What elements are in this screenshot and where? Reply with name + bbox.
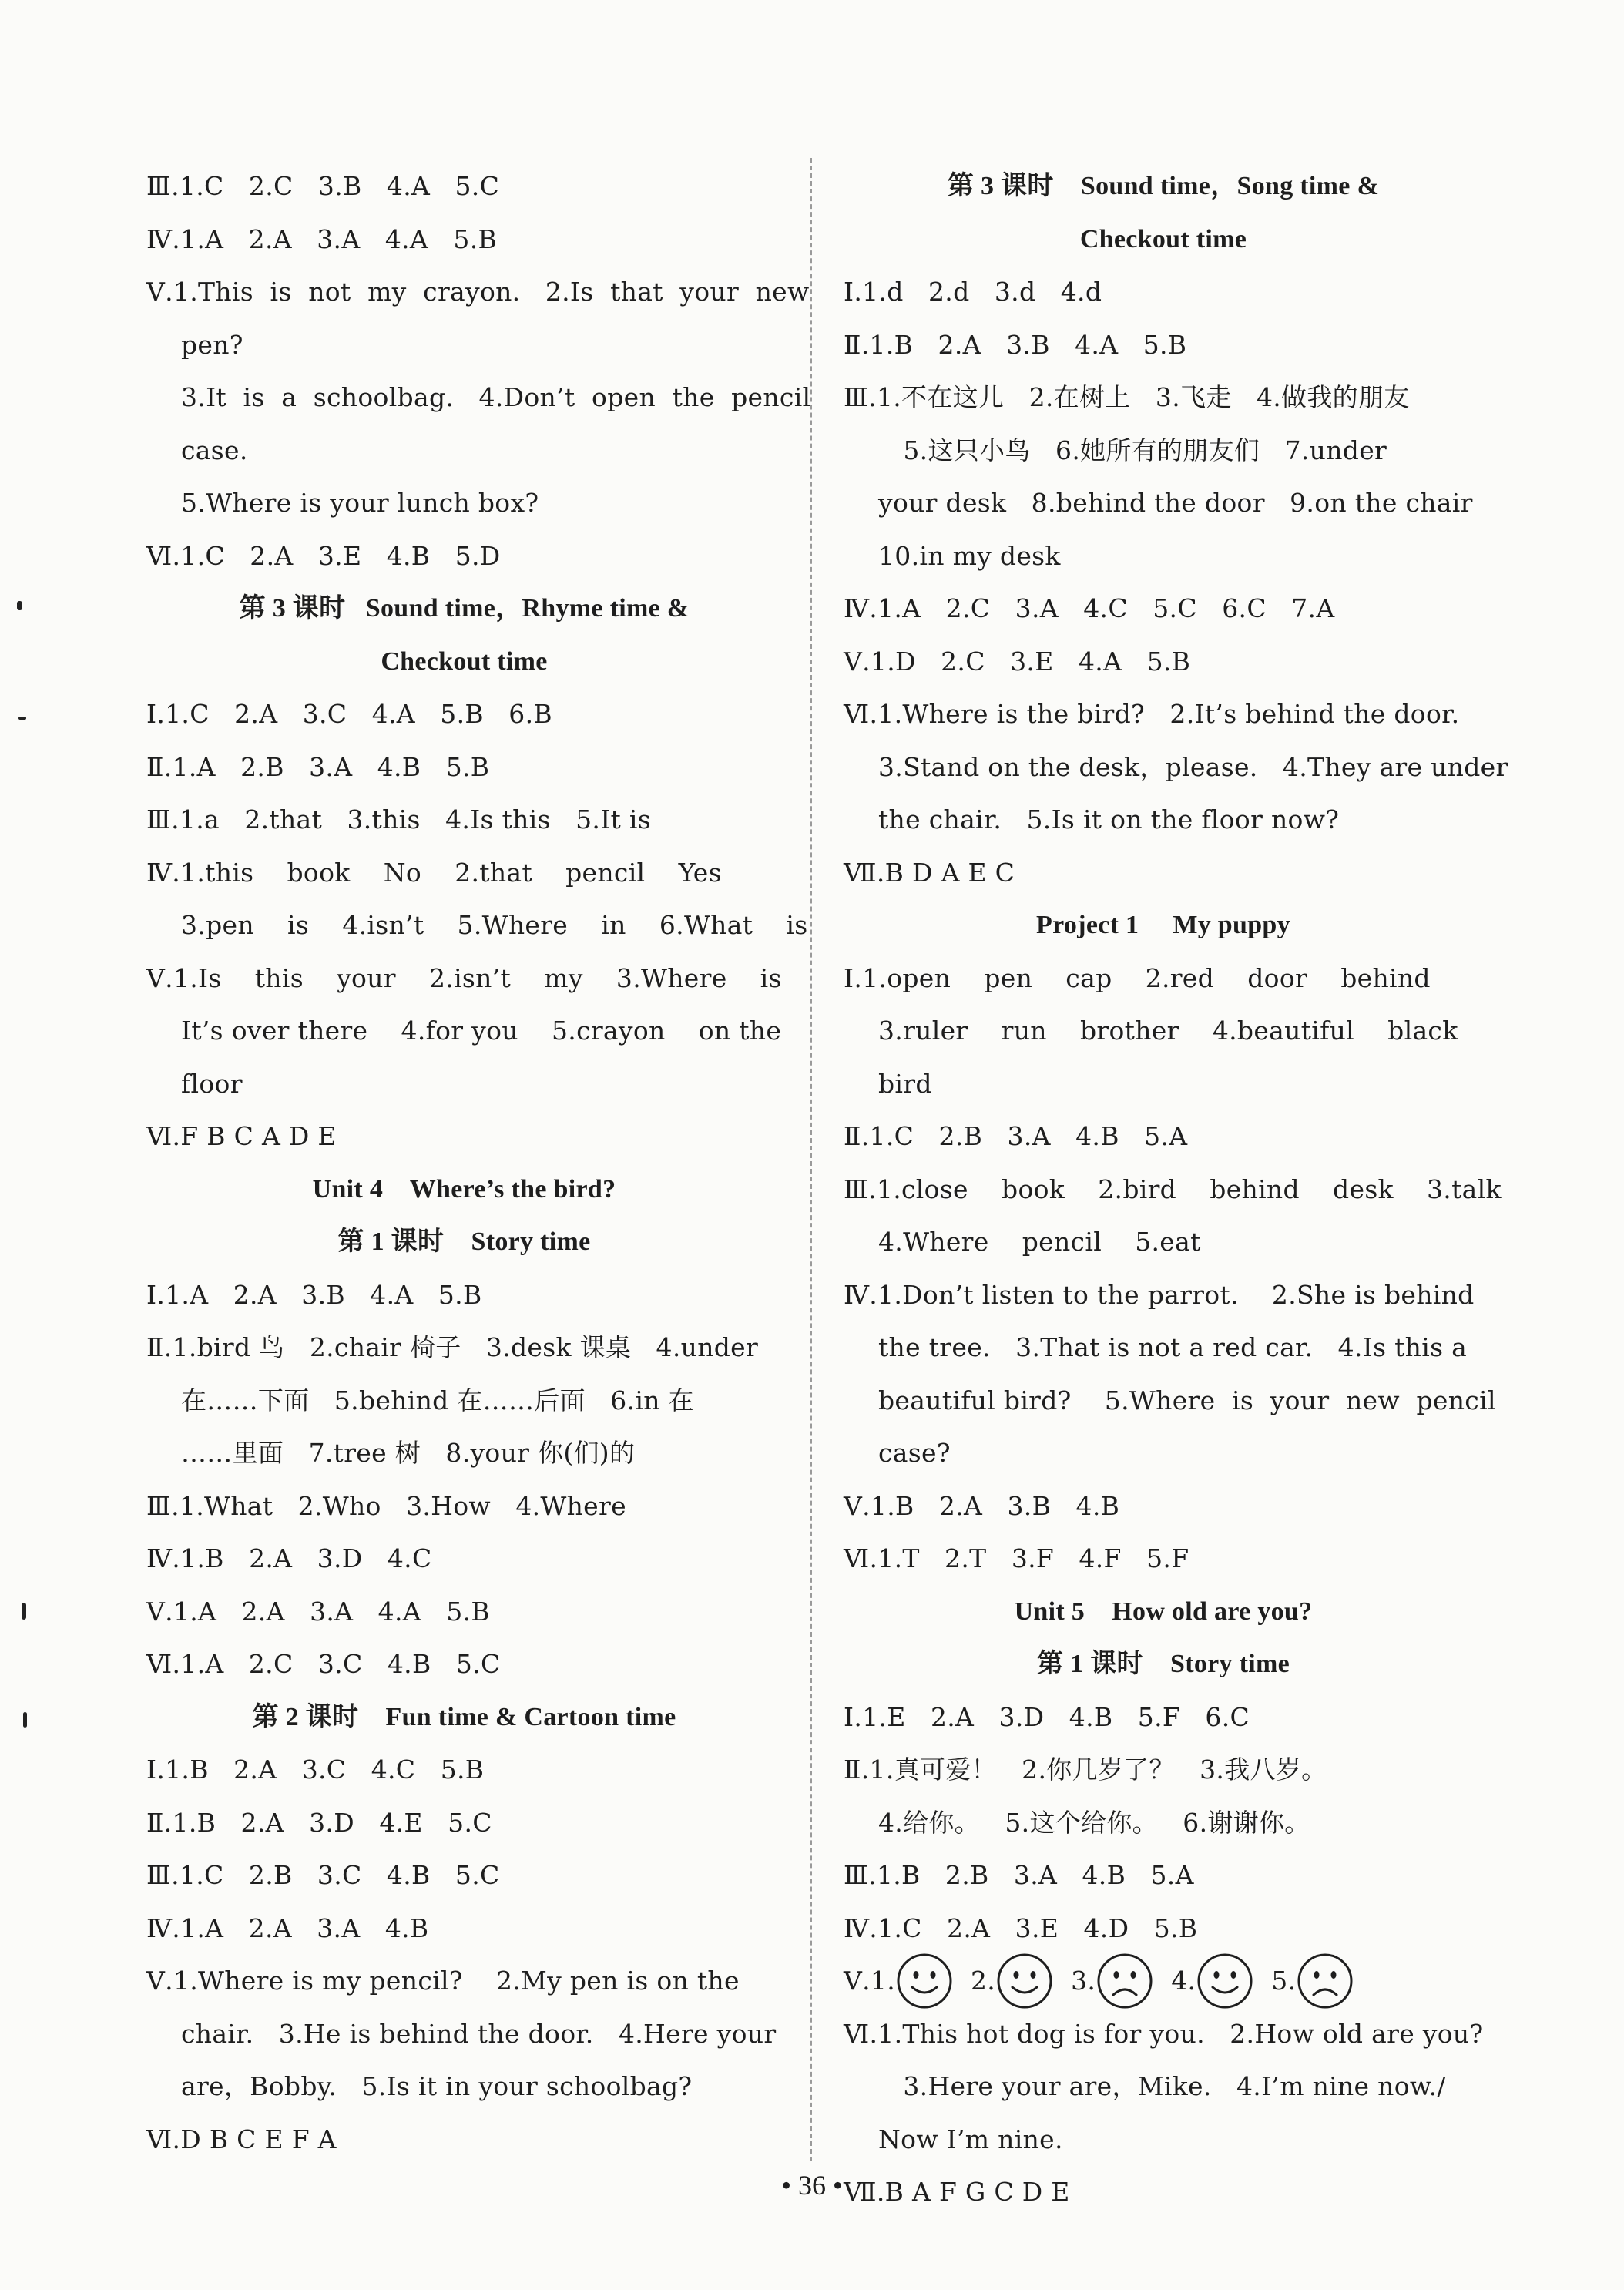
section-heading: Project 1 My puppy (1036, 911, 1290, 939)
answer-number: 3. (1071, 1966, 1096, 1996)
section-heading: Checkout time (381, 646, 548, 676)
answer-line: Ⅱ.1.B 2.A 3.B 4.A 5.B (844, 329, 1187, 360)
answer-line: 3.pen is 4.isn’t 5.Where in 6.What is (181, 910, 808, 940)
right-column (844, 160, 1508, 2219)
answer-line: 在……下面 5.behind 在……后面 6.in 在 (181, 1385, 694, 1415)
answer-line: Ⅱ.1.A 2.B 3.A 4.B 5.B (146, 751, 490, 782)
answer-line: Ⅲ.1.不在这儿 2.在树上 3.飞走 4.做我的朋友 (844, 382, 1410, 412)
answer-line: 5.这只小鸟 6.她所有的朋友们 7.under (878, 435, 1387, 465)
answer-line: Ⅳ.1.A 2.A 3.A 4.B (146, 1912, 429, 1943)
section-heading: 第 3 课时 Sound time，Rhyme time & (239, 594, 690, 623)
face-answer (1171, 1952, 1254, 2010)
answer-line: 10.in my desk (878, 540, 1061, 571)
section-heading: 第 2 课时 Fun time & Cartoon time (252, 1702, 676, 1731)
answer-line: bird (878, 1068, 932, 1099)
face-answer (1271, 1952, 1354, 2010)
answer-number: 1. (870, 1966, 896, 1996)
answer-line: Ⅳ.1.Don’t listen to the parrot. 2.She is behind (844, 1279, 1475, 1310)
face-answer (1071, 1952, 1154, 2010)
answer-line: Now I’m nine. (878, 2124, 1063, 2154)
answer-line: are，Bobby. 5.Is it in your schoolbag? (181, 2071, 693, 2101)
section-label: Ⅴ. (844, 1966, 871, 1996)
left-column (146, 160, 811, 2166)
answer-line: Ⅴ.1.Where is my pencil? 2.My pen is on the (146, 1966, 740, 1996)
answer-line: Ⅳ.1.A 2.C 3.A 4.C 5.C 6.C 7.A (844, 593, 1335, 623)
face-answer (971, 1952, 1054, 2010)
smiley-face-icon (1196, 1952, 1254, 2010)
answer-line: Ⅵ.1.T 2.T 3.F 4.F 5.F (844, 1543, 1189, 1573)
answer-line: Ⅵ.F B C A D E (146, 1121, 337, 1151)
section-heading: Unit 5 How old are you? (1014, 1597, 1313, 1626)
answer-line: 3.Stand on the desk，please. 4.They are under (878, 751, 1508, 782)
page-number: • 36 • (781, 2170, 843, 2201)
answer-line: It’s over there 4.for you 5.crayon on the (181, 1016, 782, 1046)
answer-line: 4.Where pencil 5.eat (878, 1227, 1201, 1257)
column-divider (810, 158, 812, 2161)
answer-line: Ⅰ.1.B 2.A 3.C 4.C 5.B (146, 1754, 485, 1785)
answer-line: Ⅶ.B A F G C D E (844, 2177, 1070, 2207)
smiley-face-icon (995, 1952, 1054, 2010)
scan-mark (18, 717, 26, 720)
answer-line: Ⅴ.1.B 2.A 3.B 4.B (844, 1490, 1120, 1521)
answer-line: Ⅰ.1.open pen cap 2.red door behind (844, 962, 1431, 993)
answer-line: Ⅵ.1.C 2.A 3.E 4.B 5.D (146, 540, 501, 571)
answer-line: Ⅶ.B D A E C (844, 857, 1015, 888)
answer-line: Ⅳ.1.B 2.A 3.D 4.C (146, 1543, 432, 1573)
answer-line: Ⅳ.1.this book No 2.that pencil Yes (146, 857, 722, 888)
answer-line: ……里面 7.tree 树 8.your 你(们)的 (181, 1438, 636, 1468)
answer-line: Ⅱ.1.bird 鸟 2.chair 椅子 3.desk 课桌 4.under (146, 1332, 759, 1362)
answer-line: pen? (181, 329, 243, 360)
face-answer-line (844, 1955, 1483, 2008)
answer-line: Ⅴ.1.D 2.C 3.E 4.A 5.B (844, 646, 1191, 677)
section-heading: 第 3 课时 Sound time，Song time & (947, 172, 1380, 200)
answer-line: Ⅴ.1.A 2.A 3.A 4.A 5.B (146, 1596, 490, 1627)
answer-line: the chair. 5.Is it on the floor now? (878, 804, 1340, 834)
section-heading: 第 1 课时 Story time (337, 1227, 591, 1256)
answer-line: 3.Here your are，Mike. 4.I’m nine now./ (878, 2071, 1446, 2101)
answer-line: Ⅱ.1.C 2.B 3.A 4.B 5.A (844, 1121, 1188, 1151)
answer-line: Ⅵ.1.Where is the bird? 2.It’s behind the door. (844, 699, 1460, 729)
answer-line: Ⅳ.1.A 2.A 3.A 4.A 5.B (146, 223, 498, 254)
answer-line: Ⅲ.1.What 2.Who 3.How 4.Where (146, 1490, 626, 1521)
answer-line: Ⅲ.1.B 2.B 3.A 4.B 5.A (844, 1860, 1194, 1890)
answer-line: Ⅵ.D B C E F A (146, 2124, 337, 2154)
answer-line: Ⅰ.1.d 2.d 3.d 4.d (844, 277, 1102, 307)
answer-line: floor (181, 1068, 243, 1099)
answer-line: Ⅳ.1.C 2.A 3.E 4.D 5.B (844, 1912, 1198, 1943)
answer-line: 4.给你。 5.这个给你。 6.谢谢你。 (878, 1807, 1310, 1838)
section-heading: Unit 4 Where’s the bird? (312, 1174, 616, 1204)
answer-line: chair. 3.He is behind the door. 4.Here your (181, 2018, 777, 2049)
answer-line: Ⅵ.1.A 2.C 3.C 4.B 5.C (146, 1649, 501, 1679)
scan-mark (22, 1603, 26, 1620)
answer-number: 2. (971, 1966, 996, 1996)
scan-mark (17, 601, 22, 610)
face-answer (871, 1952, 954, 2010)
answer-line: Ⅰ.1.A 2.A 3.B 4.A 5.B (146, 1279, 482, 1310)
answer-line: case. (181, 435, 248, 465)
answer-line: the tree. 3.That is not a red car. 4.Is this a (878, 1332, 1468, 1362)
scan-mark (23, 1712, 27, 1728)
answer-line: Ⅵ.1.This hot dog is for you. 2.How old are you? (844, 2018, 1484, 2049)
answer-line: Ⅲ.1.close book 2.bird behind desk 3.talk (844, 1174, 1502, 1204)
answer-number: 5. (1271, 1966, 1297, 1996)
answer-line: Ⅱ.1.B 2.A 3.D 4.E 5.C (146, 1807, 492, 1838)
answer-line: Ⅱ.1.真可爱！ 2.你几岁了？ 3.我八岁。 (844, 1754, 1327, 1785)
answer-line: Ⅴ.1.This is not my crayon. 2.Is that your new (146, 277, 810, 307)
section-heading: 第 1 课时 Story time (1036, 1650, 1290, 1678)
section-heading: Checkout time (1079, 224, 1247, 254)
answer-line: case? (878, 1438, 951, 1468)
answer-line: 3.ruler run brother 4.beautiful black (878, 1016, 1458, 1046)
answer-line: Ⅲ.1.C 2.C 3.B 4.A 5.C (146, 171, 500, 201)
sad-face-icon (1296, 1952, 1354, 2010)
answer-line: Ⅴ.1.Is this your 2.isn’t my 3.Where is (146, 962, 782, 993)
answer-number: 4. (1171, 1966, 1196, 1996)
answer-line: Ⅲ.1.a 2.that 3.this 4.Is this 5.It is (146, 804, 651, 834)
sad-face-icon (1096, 1952, 1154, 2010)
smiley-face-icon (895, 1952, 954, 2010)
answer-line: your desk 8.behind the door 9.on the chair (878, 488, 1473, 518)
answer-line: beautiful bird? 5.Where is your new pencil (878, 1385, 1496, 1415)
answer-line: Ⅲ.1.C 2.B 3.C 4.B 5.C (146, 1860, 500, 1890)
answer-line: Ⅰ.1.E 2.A 3.D 4.B 5.F 6.C (844, 1701, 1250, 1732)
answer-line: Ⅰ.1.C 2.A 3.C 4.A 5.B 6.B (146, 699, 552, 729)
answer-line: 3.It is a schoolbag. 4.Don’t open the pencil (181, 382, 811, 412)
answer-line: 5.Where is your lunch box? (181, 488, 539, 518)
